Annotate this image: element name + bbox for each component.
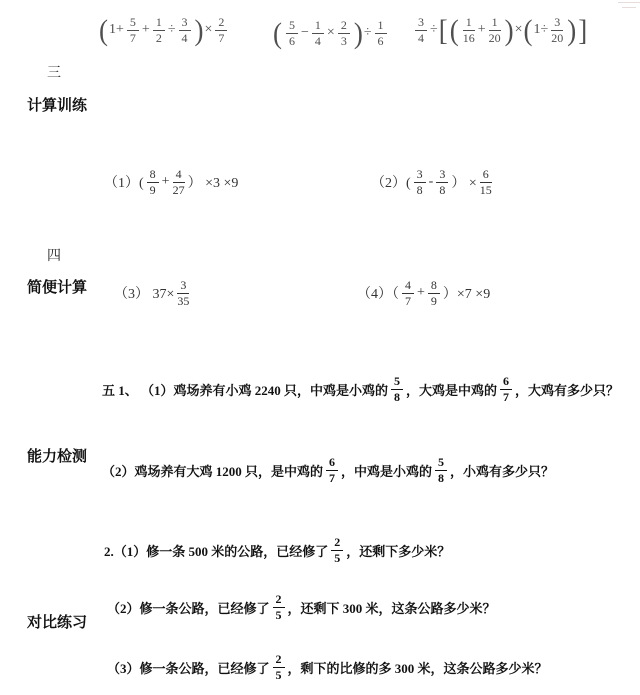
math-text: −: [301, 25, 309, 41]
math-text: ，中鸡是小鸡的: [341, 463, 433, 479]
problem-3: [114, 279, 192, 307]
math-text: ÷: [430, 22, 438, 38]
fraction: $\frac{8}{9}$: [428, 279, 440, 307]
section-number-three: 三: [47, 66, 62, 81]
math-text: ，还剩下 300 米，这条公路多少米？: [287, 600, 496, 616]
math-text: （3）修一条公路，已经修了: [107, 660, 270, 676]
bracket: ): [567, 13, 577, 47]
bracket: ): [504, 13, 514, 47]
math-text: 1+: [109, 22, 124, 38]
scan-artifact: [622, 7, 636, 8]
fraction: $\frac{4}{7}$: [402, 279, 414, 307]
fraction: $\frac{4}{27}$: [172, 167, 185, 197]
fraction: $\frac{2}{5}$: [331, 536, 343, 564]
fraction: $\frac{1}{4}$: [312, 19, 324, 47]
fraction: $\frac{2}{7}$: [215, 16, 227, 44]
word-problem-chicken-1: [102, 372, 619, 406]
fraction: $\frac{1}{20}$: [488, 15, 501, 45]
math-text: ，剩下的比修的多 300 米，这条公路多少米？: [287, 660, 548, 676]
problem-4: [357, 279, 490, 307]
word-problem-chicken-2: [102, 453, 554, 487]
math-text: ×: [514, 22, 523, 38]
fraction: $\frac{6}{7}$: [326, 456, 338, 484]
math-text: ×: [326, 25, 335, 41]
fraction: $\frac{6}{7}$: [500, 375, 512, 403]
fraction: $\frac{3}{4}$: [179, 16, 191, 44]
expression-2: [272, 16, 390, 50]
math-text: 1÷: [533, 22, 549, 38]
math-text: ） ×3 ×9: [187, 176, 239, 192]
math-text: 五 1、 （1）鸡场养有小鸡 2240 只，中鸡是小鸡的: [102, 382, 389, 398]
bracket: (: [99, 13, 108, 47]
fraction: $\frac{3}{4}$: [415, 16, 427, 44]
math-text: （2）鸡场养有大鸡 1200 只，是中鸡的: [102, 463, 324, 479]
scan-artifact: [618, 2, 640, 3]
section-label-simple-calc: 简便计算: [27, 280, 88, 296]
fraction: $\frac{2}{5}$: [273, 593, 285, 621]
fraction: $\frac{6}{15}$: [479, 167, 492, 197]
math-text: +: [161, 174, 170, 190]
fraction: $\frac{5}{8}$: [435, 456, 447, 484]
section-label-ability-test: 能力检测: [27, 449, 88, 465]
fraction: $\frac{1}{16}$: [462, 15, 475, 45]
math-text: ÷: [167, 22, 176, 38]
bracket: ): [353, 16, 363, 50]
bracket: (: [273, 16, 282, 50]
section-label-calc-training: 计算训练: [27, 98, 88, 114]
fraction: $\frac{2}{5}$: [273, 653, 285, 681]
fraction: $\frac{5}{8}$: [391, 375, 403, 403]
math-text: -: [428, 174, 434, 190]
bracket: [: [438, 13, 448, 47]
problem-2: [371, 168, 495, 196]
fraction: $\frac{3}{35}$: [177, 278, 190, 308]
math-text: （4）（: [357, 287, 399, 303]
math-text: （2）修一条公路，已经修了: [107, 600, 270, 616]
math-text: ，大鸡有多少只？: [515, 382, 620, 398]
math-text: ×: [204, 22, 213, 38]
math-text: （3） 37×: [114, 287, 175, 303]
section-label-contrast-practice: 对比练习: [27, 615, 88, 631]
math-text: ÷: [363, 25, 372, 41]
word-problem-road-3: [107, 650, 548, 684]
bracket: (: [523, 13, 533, 47]
fraction: $\frac{3}{8}$: [414, 168, 426, 196]
fraction: $\frac{3}{8}$: [436, 168, 448, 196]
fraction: $\frac{3}{20}$: [551, 15, 564, 45]
math-text: +: [477, 22, 486, 38]
expression-1: [98, 13, 230, 47]
problem-1: [104, 168, 238, 196]
word-problem-road-1: [104, 533, 450, 567]
math-text: （1）(: [104, 176, 144, 192]
math-text: +: [141, 22, 150, 38]
math-text: 2.（1）修一条 500 米的公路，已经修了: [104, 543, 329, 559]
fraction: $\frac{5}{7}$: [127, 16, 139, 44]
math-text: ，还剩下多少米？: [346, 543, 451, 559]
bracket: ): [194, 13, 204, 47]
math-text: ，大鸡是中鸡的: [406, 382, 498, 398]
math-text: ，小鸡有多少只？: [450, 463, 555, 479]
math-text: ）×7 ×9: [442, 287, 491, 303]
bracket: (: [449, 13, 459, 47]
math-text: （2）(: [371, 176, 411, 192]
word-problem-road-2: [107, 590, 496, 624]
bracket: ]: [578, 13, 588, 47]
fraction: $\frac{8}{9}$: [147, 168, 159, 196]
fraction: $\frac{2}{3}$: [338, 19, 350, 47]
math-text: ） ×: [451, 176, 477, 192]
section-number-four: 四: [47, 249, 62, 264]
math-text: +: [417, 285, 425, 301]
fraction: $\frac{5}{6}$: [286, 19, 298, 47]
fraction: $\frac{1}{6}$: [375, 19, 387, 47]
expression-3: [412, 13, 588, 47]
fraction: $\frac{1}{2}$: [153, 16, 165, 44]
